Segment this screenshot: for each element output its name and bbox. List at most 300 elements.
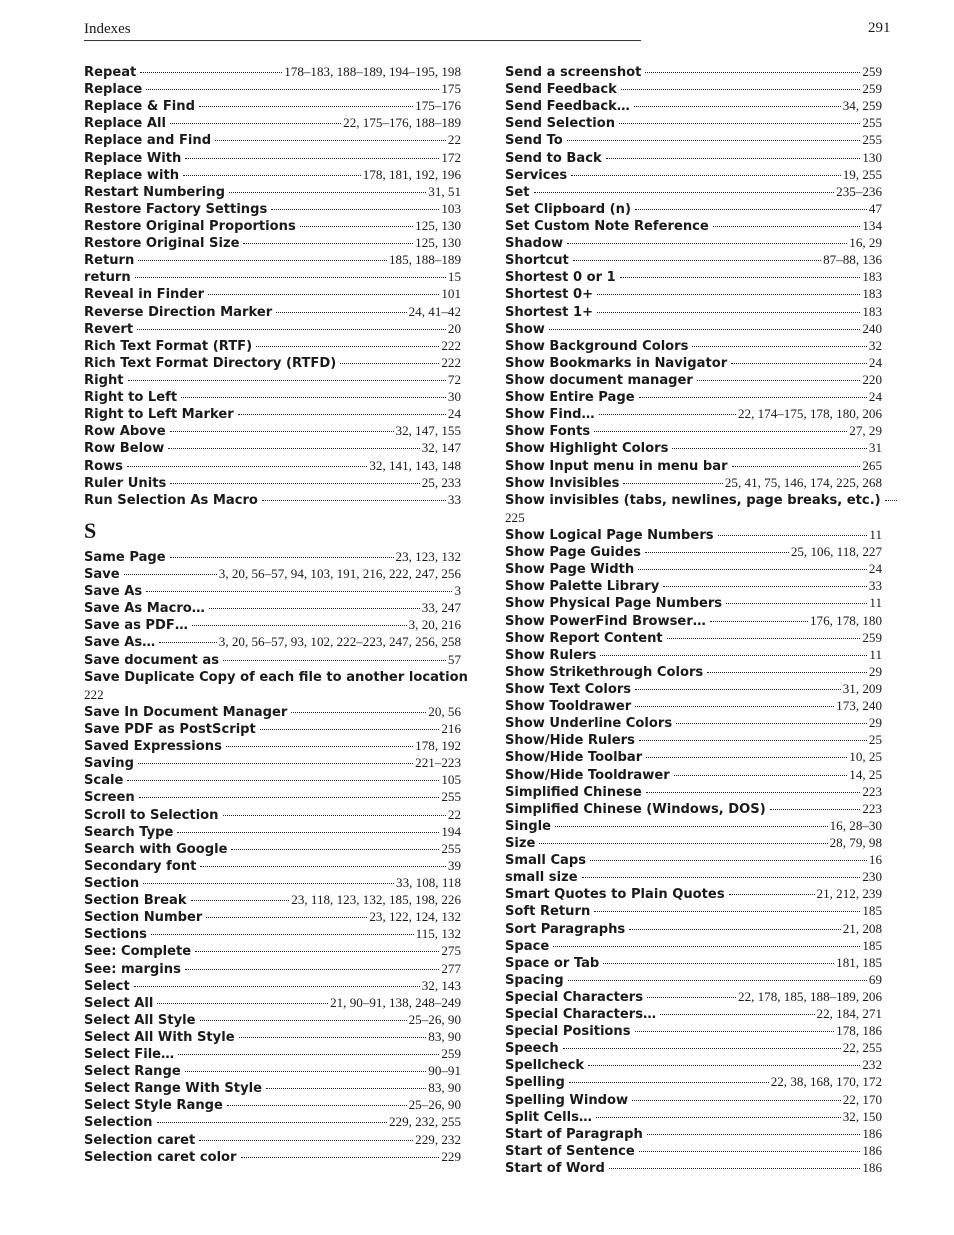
dot-leader (200, 866, 445, 867)
page-references: 14, 25 (849, 766, 882, 782)
page-references: 30 (447, 389, 461, 405)
index-entry (505, 748, 882, 765)
dot-leader (124, 574, 217, 575)
index-entry (505, 354, 882, 371)
index-entry (84, 599, 461, 616)
index-term: Send a screenshot (505, 65, 642, 80)
index-entry (84, 565, 461, 582)
page-references: 23, 118, 123, 132, 185, 198, 226 (291, 892, 461, 908)
dot-leader (623, 483, 722, 484)
dot-leader (271, 209, 439, 210)
dot-leader (563, 1048, 841, 1049)
index-term: small size (505, 870, 578, 886)
index-term: Replace All (84, 116, 166, 132)
index-entry (505, 491, 882, 526)
index-term: Show Rulers (505, 647, 597, 663)
index-term: Size (505, 835, 536, 851)
index-entry (505, 474, 882, 491)
index-term: Spellcheck (505, 1058, 585, 1074)
index-term: Replace with (84, 167, 180, 183)
dot-leader (229, 192, 426, 193)
index-term: Scale (84, 773, 124, 789)
dot-leader (885, 500, 897, 501)
page-references: 178–183, 188–189, 194–195, 198 (284, 64, 461, 79)
index-entry (505, 149, 882, 166)
dot-leader (223, 815, 446, 816)
index-term: Speech (505, 1041, 559, 1057)
dot-leader (223, 660, 446, 661)
page-references: 23, 123, 132 (395, 548, 461, 564)
page-references: 255 (441, 789, 461, 805)
dot-leader (600, 655, 867, 656)
index-entry (84, 491, 461, 508)
index-term: Spelling Window (505, 1092, 629, 1108)
dot-leader (199, 106, 413, 107)
index-entry (505, 303, 882, 320)
dot-leader (632, 1100, 841, 1101)
dot-leader (674, 775, 848, 776)
index-term: Select All (84, 995, 154, 1011)
dot-leader (597, 312, 860, 313)
index-term: Run Selection As Macro (84, 492, 258, 508)
page-references: 178, 192 (415, 738, 461, 754)
page-references: 221–223 (415, 755, 461, 771)
index-term: Search with Google (84, 841, 228, 857)
index-term: Show Text Colors (505, 681, 632, 697)
dot-leader (127, 780, 439, 781)
index-term: Services (505, 167, 568, 183)
index-term: Save As (84, 584, 143, 600)
index-entry (84, 908, 461, 925)
dot-leader (718, 535, 868, 536)
index-entry (505, 680, 882, 697)
page-references: 31, 209 (842, 680, 882, 696)
index-entry (505, 714, 882, 731)
index-term: Show/Hide Rulers (505, 733, 635, 749)
page-references: 10, 25 (849, 749, 882, 765)
page-references: 83, 90 (428, 1028, 461, 1044)
dot-leader (177, 832, 439, 833)
dot-leader (226, 746, 413, 747)
page-references: 24 (868, 354, 882, 370)
page-references: 225 (505, 509, 525, 525)
page-references: 31, 51 (428, 183, 461, 199)
index-entry (84, 474, 461, 491)
index-entry (505, 834, 882, 851)
index-entry (84, 285, 461, 302)
dot-leader (260, 729, 440, 730)
index-term: Show Highlight Colors (505, 441, 669, 457)
dot-leader (647, 997, 736, 998)
dot-leader (635, 1031, 835, 1032)
dot-leader (731, 363, 867, 364)
index-entry (84, 582, 461, 599)
index-entry (505, 285, 882, 302)
index-term: Simplified Chinese (505, 784, 642, 800)
dot-leader (137, 329, 446, 330)
index-entry (84, 371, 461, 388)
index-term: Space or Tab (505, 955, 600, 971)
index-term: Space (505, 938, 550, 954)
index-term: Save As… (84, 635, 156, 651)
page-number: 291 (868, 20, 891, 36)
index-entry (505, 1022, 882, 1039)
index-entry (505, 268, 882, 285)
dot-leader (645, 552, 789, 553)
index-entry (84, 925, 461, 942)
page-references: 194 (441, 823, 461, 839)
index-entry (84, 548, 461, 565)
dot-leader (567, 243, 847, 244)
dot-leader (209, 608, 420, 609)
page-references: 31 (868, 440, 882, 456)
page-references: 22, 170 (842, 1091, 882, 1107)
index-term: Save Duplicate Copy of each file to another location (84, 669, 468, 685)
index-term: Show Strikethrough Colors (505, 664, 704, 680)
dot-leader (135, 277, 446, 278)
index-entry (505, 954, 882, 971)
page-references: 173, 240 (836, 698, 882, 714)
index-term: Rich Text Format Directory (RTFD) (84, 355, 337, 371)
index-term: Show Physical Page Numbers (505, 596, 723, 612)
index-entry (84, 942, 461, 959)
index-term: Select File… (84, 1047, 175, 1063)
dot-leader (635, 209, 867, 210)
index-term: Show document manager (505, 372, 693, 388)
page-references: 11 (869, 646, 882, 662)
index-term: Row Below (84, 441, 165, 457)
dot-leader (215, 140, 446, 141)
page-references: 22, 178, 185, 188–189, 206 (737, 988, 882, 1004)
page-references: 47 (868, 200, 882, 216)
index-term: Saved Expressions (84, 739, 222, 755)
dot-leader (534, 192, 835, 193)
index-entry (505, 217, 882, 234)
page-references: 255 (862, 132, 882, 148)
index-entry (84, 633, 461, 650)
page-references: 29 (868, 715, 882, 731)
index-term: Simplified Chinese (Windows, DOS) (505, 801, 766, 817)
dot-leader (609, 1168, 861, 1169)
index-term: Shortest 0+ (505, 287, 594, 303)
dot-leader (639, 397, 867, 398)
dot-leader (588, 1065, 860, 1066)
index-entry (84, 439, 461, 456)
index-entry (84, 422, 461, 439)
index-term: Return (84, 253, 135, 269)
page-references: 259 (441, 1046, 461, 1062)
page-references: 125, 130 (415, 235, 461, 251)
index-entry (505, 800, 882, 817)
page-references: 220 (862, 371, 882, 387)
index-entry (84, 97, 461, 114)
index-entry (505, 560, 882, 577)
index-term: Spelling (505, 1075, 565, 1091)
index-term: Restore Factory Settings (84, 201, 268, 217)
index-entry (505, 594, 882, 611)
index-term: Send Feedback… (505, 99, 630, 115)
page-references: 27, 29 (849, 423, 882, 439)
index-term: Start of Sentence (505, 1143, 635, 1159)
dot-leader (770, 809, 861, 810)
dot-leader (555, 826, 828, 827)
dot-leader (594, 911, 860, 912)
page-references: 265 (862, 457, 882, 473)
index-term: Right to Left Marker (84, 407, 234, 423)
index-term: Show Bookmarks in Navigator (505, 355, 728, 371)
page-references: 23, 122, 124, 132 (369, 909, 461, 925)
page-references: 24 (447, 406, 461, 422)
index-term: Rich Text Format (RTF) (84, 338, 253, 354)
page-references: 25, 41, 75, 146, 174, 225, 268 (724, 474, 882, 490)
index-term: Ruler Units (84, 475, 167, 491)
page-references: 33 (447, 491, 461, 507)
dot-leader (159, 642, 217, 643)
page-references: 33, 247 (421, 600, 461, 616)
page-references: 69 (868, 971, 882, 987)
page-references: 21, 208 (842, 920, 882, 936)
index-term: Special Positions (505, 1024, 631, 1040)
dot-leader (170, 483, 419, 484)
index-entry (505, 851, 882, 868)
index-entry (505, 868, 882, 885)
index-term: Saving (84, 756, 134, 772)
page-references: 24, 41–42 (408, 303, 461, 319)
index-entry (505, 1159, 882, 1176)
index-term: Save As Macro… (84, 601, 205, 617)
dot-leader (181, 397, 446, 398)
page-references: 22 (447, 132, 461, 148)
dot-leader (170, 123, 341, 124)
dot-leader (170, 431, 394, 432)
page-references: 229 (441, 1148, 461, 1164)
index-entry (84, 63, 461, 80)
index-entry (505, 1142, 882, 1159)
page-references: 22, 174–175, 178, 180, 206 (737, 406, 882, 422)
index-term: Show Find… (505, 407, 595, 423)
section-letter: S (84, 517, 97, 543)
page-references: 72 (447, 371, 461, 387)
page-references: 21, 90–91, 138, 248–249 (330, 994, 461, 1010)
dot-leader (170, 557, 394, 558)
page-references: 222 (84, 686, 104, 702)
index-term: Select Range (84, 1064, 181, 1080)
index-entry (505, 1091, 882, 1108)
index-term: Shortcut (505, 253, 569, 269)
index-term: Section Break (84, 893, 187, 909)
dot-leader (697, 380, 860, 381)
index-entry (505, 988, 882, 1005)
index-entry (505, 646, 882, 663)
dot-leader (241, 1157, 440, 1158)
dot-leader (638, 569, 867, 570)
dot-leader (549, 329, 861, 330)
index-term: Save document as (84, 652, 219, 668)
index-entry (505, 1005, 882, 1022)
index-entry (84, 131, 461, 148)
index-entry (505, 320, 882, 337)
page-references: 29 (868, 663, 882, 679)
dot-leader (553, 946, 860, 947)
index-term: Show Tooldrawer (505, 699, 632, 715)
index-term: Section Number (84, 910, 203, 926)
page-references: 223 (862, 783, 882, 799)
dot-leader (594, 431, 847, 432)
index-term: Show Underline Colors (505, 716, 673, 732)
page-references: 83, 90 (428, 1080, 461, 1096)
index-entry (505, 543, 882, 560)
index-entry (84, 977, 461, 994)
index-entry (84, 149, 461, 166)
index-term: Show Fonts (505, 424, 591, 440)
index-entry (84, 337, 461, 354)
index-term: Single (505, 818, 551, 834)
index-entry (84, 1028, 461, 1045)
page-references: 32, 147, 155 (395, 423, 461, 439)
page-references: 255 (862, 115, 882, 131)
index-term: Shortest 1+ (505, 304, 594, 320)
index-term: See: Complete (84, 944, 192, 960)
index-entry (505, 337, 882, 354)
index-term: Show Page Guides (505, 545, 641, 561)
page-references: 32, 147 (421, 440, 461, 456)
page-references: 181, 185 (836, 954, 882, 970)
index-term: Selection caret color (84, 1149, 237, 1165)
dot-leader (340, 363, 439, 364)
page-references: 33, 108, 118 (396, 874, 461, 890)
dot-leader (667, 638, 861, 639)
running-header-title: Indexes (84, 21, 131, 37)
index-term: Send Feedback (505, 82, 617, 98)
dot-leader (185, 969, 439, 970)
index-entry (505, 405, 882, 422)
dot-leader (710, 621, 808, 622)
page-references: 186 (862, 1160, 882, 1176)
page-references: 103 (441, 200, 461, 216)
page-references: 11 (869, 526, 882, 542)
index-entry (505, 663, 882, 680)
page-references: 32, 141, 143, 148 (369, 457, 461, 473)
page-references: 16, 28–30 (829, 817, 882, 833)
index-term: Start of Paragraph (505, 1126, 643, 1142)
index-entry (84, 303, 461, 320)
index-term: Show Logical Page Numbers (505, 527, 714, 543)
page-references: 19, 255 (842, 166, 882, 182)
page-references: 22, 175–176, 188–189 (343, 115, 461, 131)
index-term: Right (84, 372, 124, 388)
index-term: Restore Original Proportions (84, 218, 296, 234)
dot-leader (185, 158, 439, 159)
index-term: Soft Return (505, 904, 591, 920)
dot-leader (146, 591, 452, 592)
dot-leader (200, 1020, 407, 1021)
dot-leader (569, 1082, 769, 1083)
index-term: Screen (84, 790, 135, 806)
page-references: 229, 232 (415, 1131, 461, 1147)
dot-leader (635, 689, 841, 690)
dot-leader (729, 894, 815, 895)
index-term: Send Selection (505, 116, 616, 132)
index-term: Same Page (84, 549, 166, 565)
dot-leader (206, 917, 367, 918)
page-references: 25, 106, 118, 227 (790, 544, 882, 560)
index-entry (505, 131, 882, 148)
dot-leader (134, 986, 420, 987)
page-references: 277 (441, 960, 461, 976)
index-term: Special Characters… (505, 1007, 657, 1023)
index-term: Show Input menu in menu bar (505, 458, 728, 474)
page-references: 125, 130 (415, 217, 461, 233)
page-references: 22, 255 (842, 1040, 882, 1056)
page-references: 3 (454, 583, 461, 599)
page-references: 101 (441, 286, 461, 302)
page-references: 178, 186 (836, 1023, 882, 1039)
page-references: 25, 233 (421, 474, 461, 490)
dot-leader (707, 672, 867, 673)
index-entry (84, 1062, 461, 1079)
dot-leader (157, 1003, 328, 1004)
index-entry (505, 1039, 882, 1056)
dot-leader (647, 1134, 861, 1135)
index-entry (84, 1011, 461, 1028)
dot-leader (128, 380, 446, 381)
dot-leader (151, 934, 414, 935)
index-entry (84, 405, 461, 422)
dot-leader (567, 140, 861, 141)
index-term: Save as PDF… (84, 618, 188, 634)
dot-leader (231, 849, 439, 850)
index-entry (84, 771, 461, 788)
index-entry (84, 754, 461, 771)
page-references: 39 (447, 857, 461, 873)
index-entry (84, 1113, 461, 1130)
index-term: Show Invisibles (505, 475, 620, 491)
index-term: Select Range With Style (84, 1081, 262, 1097)
index-term: Restore Original Size (84, 236, 240, 252)
index-term: Sort Paragraphs (505, 921, 626, 937)
index-term: Secondary font (84, 858, 197, 874)
page-references: 57 (447, 651, 461, 667)
page-references: 34, 259 (842, 98, 882, 114)
index-entry (505, 251, 882, 268)
index-term: Right to Left (84, 390, 178, 406)
index-entry (505, 457, 882, 474)
page-references: 230 (862, 869, 882, 885)
index-term: Sections (84, 927, 147, 943)
page-references: 33 (868, 578, 882, 594)
index-entry (84, 268, 461, 285)
index-term: Section (84, 875, 140, 891)
dot-leader (621, 89, 861, 90)
dot-leader (143, 883, 394, 884)
index-term: Select (84, 978, 130, 994)
page-references: 186 (862, 1142, 882, 1158)
page-references: 176, 178, 180 (809, 612, 882, 628)
page-references: 25 (868, 732, 882, 748)
index-term: Reverse Direction Marker (84, 304, 273, 320)
page-references: 24 (868, 561, 882, 577)
index-entry (84, 251, 461, 268)
index-entry (505, 166, 882, 183)
index-entry (84, 823, 461, 840)
page-references: 22, 184, 271 (816, 1006, 882, 1022)
index-entry (505, 697, 882, 714)
page-references: 25–26, 90 (408, 1011, 461, 1027)
index-term: Replace and Find (84, 133, 212, 149)
index-entry (84, 1045, 461, 1062)
index-term: Show invisibles (tabs, newlines, page breaks, etc.) (505, 492, 881, 508)
page-references: 15 (447, 269, 461, 285)
